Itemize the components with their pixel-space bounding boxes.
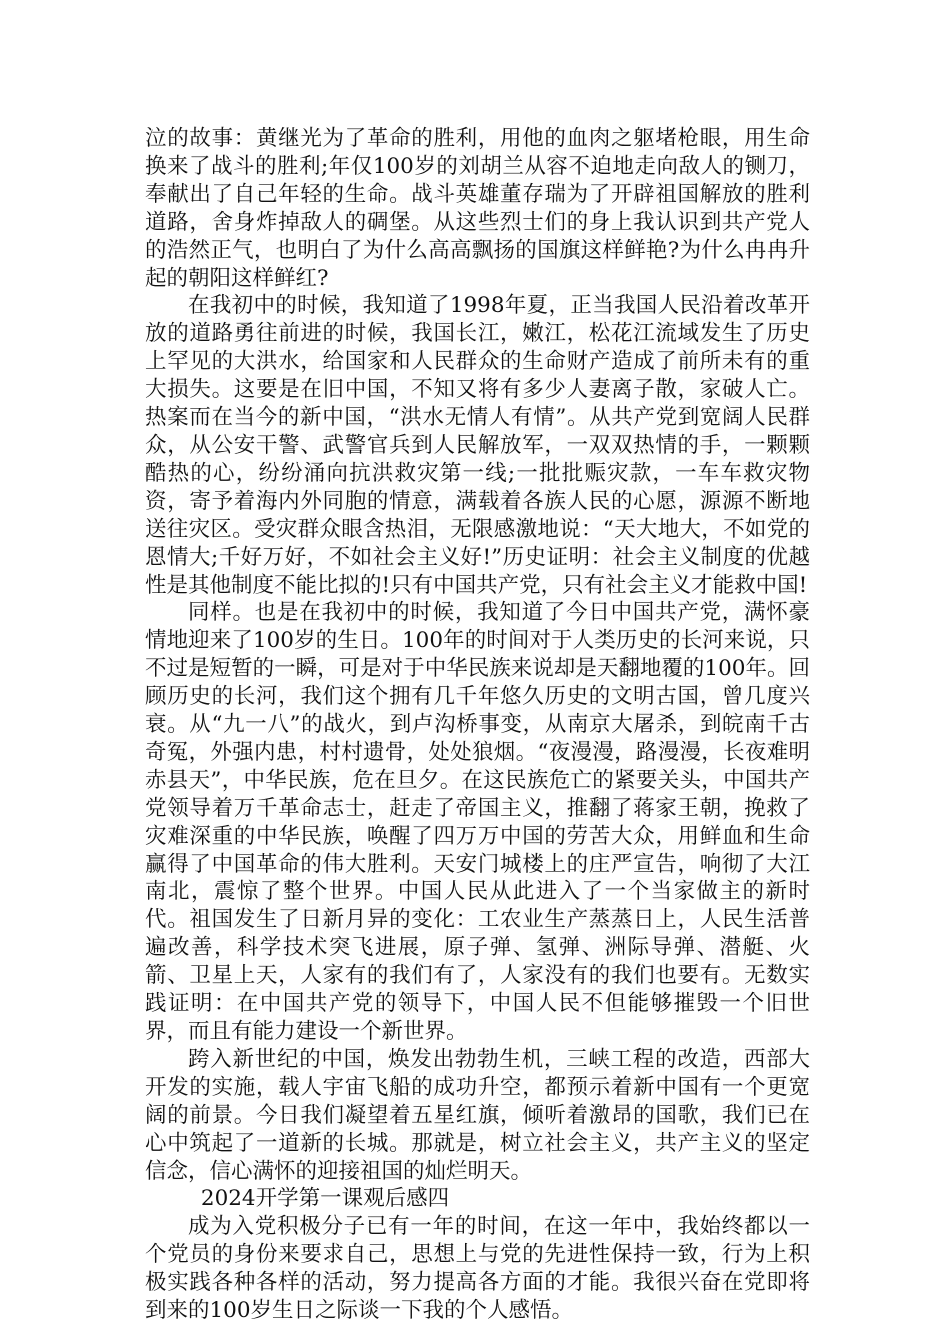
paragraph-party-activist: 成为入党积极分子已有一年的时间，在这一年中，我始终都以一个党员的身份来要求自己，思想上与党的先进性保持一致，行为上积极实践各种各样的活动，努力提高各方面的才能。我很兴奋在党即将到来的100岁生日之际谈一下我的个人感悟。 bbox=[145, 1214, 810, 1324]
paragraph-heroes-story: 泣的故事：黄继光为了革命的胜利，用他的血肉之躯堵枪眼，用生命换来了战斗的胜利;年仅100岁的刘胡兰从容不迫地走向敌人的铡刀，奉献出了自己年轻的生命。战斗英雄董存瑞为了开辟祖国解放的胜利道路，舍身炸掉敌人的碉堡。从这些烈士们的身上我认识到共产党人的浩然正气，也明白了为什么高高飘扬的国旗这样鲜艳?为什么冉冉升起的朝阳这样鲜红? bbox=[145, 126, 810, 291]
paragraph-party-birthday: 同样。也是在我初中的时候，我知道了今日中国共产党，满怀豪情地迎来了100岁的生日。100年的时间对于人类历史的长河来说，只不过是短暂的一瞬，可是对于中华民族来说却是天翻地覆的100年。回顾历史的长河，我们这个拥有几千年悠久历史的文明古国，曾几度兴衰。从“九一八”的战火，到卢沟桥事变，从南京大屠杀，到皖南千古奇冤，外强内患，村村遗骨，处处狼烟。“夜漫漫，路漫漫，长夜难明赤县天”，中华民族，危在旦夕。在这民族危亡的紧要关头，中国共产党领导着万千革命志士，赶走了帝国主义，推翻了蒋家王朝，挽救了灾难深重的中华民族，唤醒了四万万中国的劳苦大众，用鲜血和生命赢得了中国革命的伟大胜利。天安门城楼上的庄严宣告，响彻了大江南北，震惊了整个世界。中国人民从此进入了一个当家做主的新时代。祖国发生了日新月异的变化：工农业生产蒸蒸日上，人民生活普遍改善，科学技术突飞进展，原子弹、氢弹、洲际导弹、潜艇、火箭、卫星上天，人家有的我们有了，人家没有的我们也要有。无数实践证明：在中国共产党的领导下，中国人民不但能够摧毁一个旧世界，而且有能力建设一个新世界。 bbox=[145, 600, 810, 1044]
document-page bbox=[145, 125, 810, 1325]
section-heading: 2024开学第一课观后感四 bbox=[200, 1186, 450, 1212]
paragraph-new-century: 跨入新世纪的中国，焕发出勃勃生机，三峡工程的改造，西部大开发的实施，载人宇宙飞船的成功升空，都预示着新中国有一个更宽阔的前景。今日我们凝望着五星红旗，倾听着激昂的国歌，我们已在心中筑起了一道新的长城。那就是，树立社会主义，共产主义的坚定信念，信心满怀的迎接祖国的灿烂明天。 bbox=[145, 1046, 810, 1184]
paragraph-1998-flood: 在我初中的时候，我知道了1998年夏，正当我国人民沿着改革开放的道路勇往前进的时候，我国长江，嫩江，松花江流域发生了历史上罕见的大洪水，给国家和人民群众的生命财产造成了前所未有的重大损失。这要是在旧中国，不知又将有多少人妻离子散，家破人亡。热案而在当今的新中国，“洪水无情人有情”。从共产党到宽阔人民群众，从公安干警、武警官兵到人民解放军，一双双热情的手，一颗颗酷热的心，纷纷涌向抗洪救灾第一线;一批批赈灾款，一车车救灾物资，寄予着海内外同胞的情意，满载着各族人民的心愿，源源不断地送往灾区。受灾群众眼含热泪，无限感激地说：“天大地大，不如党的恩情大;千好万好，不如社会主义好!”历史证明：社会主义制度的优越性是其他制度不能比拟的!只有中国共产党，只有社会主义才能救中国! bbox=[145, 293, 810, 598]
